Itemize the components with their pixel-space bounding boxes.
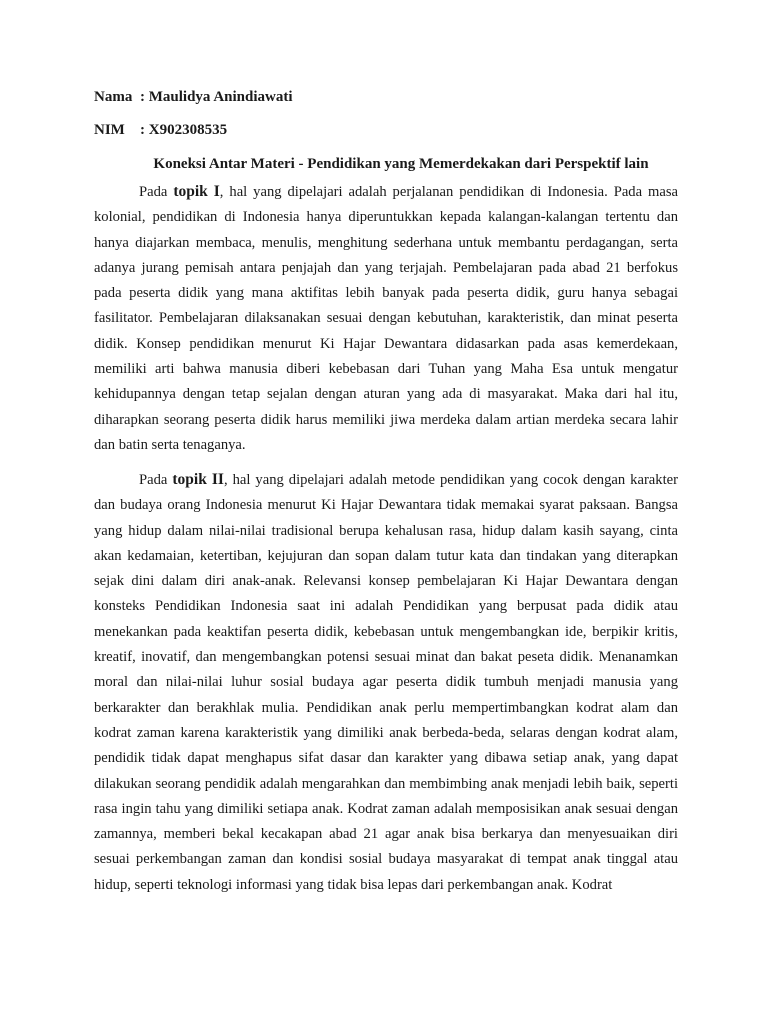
topic-number: I [213, 183, 220, 200]
student-nim-line [94, 121, 227, 139]
topic-word: topik [172, 471, 207, 488]
name-label: Nama [94, 89, 133, 105]
paragraph-body: , hal yang dipelajari adalah perjalanan pendidikan di Indonesia. Pada masa kolonial, pendidikan di Indonesia hanya diperuntukkan kepada kalangan-kalangan tertentu dan hanya diajarkan membaca, menulis, menghitung sederhana untuk membantu perdagangan, serta adanya jurang pemisah antara penjajah dan yang terjajah. Pembelajaran pada abad 21 berfokus pada peserta didik yang mana aktifitas lebih banyak pada peserta didik, guru hanya sebagai fasilitator. Pembelajaran dilaksanakan sesuai dengan kebutuhan, karakteristik, dan minat peserta didik. Konsep pendidikan menurut Ki Hajar Dewantara didasarkan pada asas kemerdekaan, memiliki arti bahwa manusia diberi kebebasan dari Tuhan yang Maha Esa untuk mengatur kehidupannya dengan tetap sejalan dengan aturan yang ada di masyarakat. Maka dari hal itu, diharapkan seorang peserta didik harus memiliki jiwa merdeka dalam artian merdeka secara lahir dan batin serta tenaganya. [94, 184, 678, 453]
paragraph-body: , hal yang dipelajari adalah metode pendidikan yang cocok dengan karakter dan budaya orang Indonesia menurut Ki Hajar Dewantara tidak memakai syarat paksaan. Bangsa yang hidup dalam nilai-nilai tradisional berupa kehalusan rasa, hidup dalam kasih sayang, cinta akan kedamaian, ketertiban, kejujuran dan sopan dalam tutur kata dan tindakan yang diterapkan sejak dini dalam diri anak-anak. Relevansi konsep pembelajaran Ki Hajar Dewantara dengan konsteks Pendidikan Indonesia saat ini adalah Pendidikan yang berpusat pada didik atau menekankan pada keaktifan peserta didik, kebebasan untuk mengembangkan ide, berpikir kritis, kreatif, inovatif, dan mengembangkan potensi sesuai minat dan bakat peseta didik. Menanamkan moral dan nilai-nilai luhur sosial budaya agar peserta didik tumbuh menjadi manusia yang berkarakter dan berakhlak mulia. Pendidikan anak perlu mempertimbangkan kodrat alam dan kodrat zaman karena karakteristik yang dimiliki anak berbeda-beda, selaras dengan kodrat alam, pendidik tidak dapat menghapus sifat dasar dan karakter yang dibawa setiap anak, yang dapat dilakukan seorang pendidik adalah mengarahkan dan membimbing anak menjadi lebih baik, seperti rasa ingin tahu yang dimiliki setiapa anak. Kodrat zaman adalah memposisikan anak sesuai dengan zamannya, memberi bekal kecakapan abad 21 agar anak bisa berkarya dan menyesuaikan diri sesuai perkembangan zaman dan kondisi sosial budaya masyarakat di tempat anak tinggal atau hidup, seperti teknologi informasi yang tidak bisa lepas dari perkembangan anak. Kodrat [94, 472, 678, 893]
topic-word: topik [173, 183, 208, 200]
paragraph-lead: Pada [139, 184, 174, 200]
nim-label: NIM [94, 122, 125, 138]
student-nim: : X902308535 [140, 122, 228, 138]
topic-number: II [211, 471, 224, 488]
document-title: Koneksi Antar Materi - Pendidikan yang Memerdekakan dari Perspektif lain [153, 156, 649, 172]
student-name: : Maulidya Anindiawati [140, 89, 293, 105]
paragraph-topic-1 [94, 179, 678, 458]
paragraph-topic-2 [94, 467, 678, 898]
paragraph-lead: Pada [139, 472, 173, 488]
student-name-line [94, 88, 293, 106]
